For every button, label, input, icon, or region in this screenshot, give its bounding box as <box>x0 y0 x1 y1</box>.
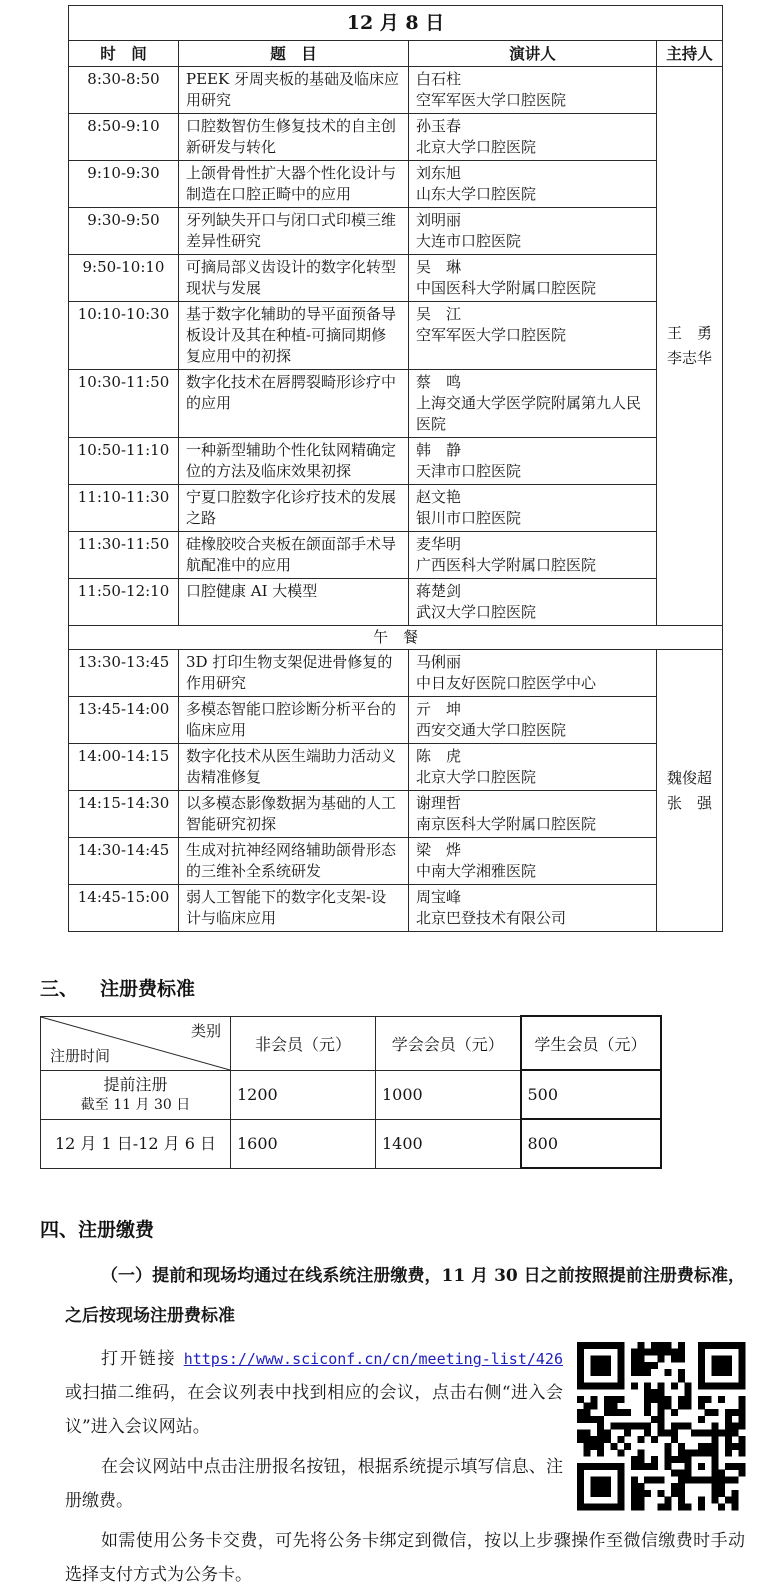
table-row <box>69 302 723 370</box>
speaker-org: 大连市口腔医院 <box>416 232 522 250</box>
speaker-org: 空军军医大学口腔医院 <box>416 326 567 344</box>
table-row <box>69 579 723 626</box>
schedule-cell-time: 14:30-14:45 <box>69 838 179 885</box>
schedule-cell-speaker <box>409 302 657 370</box>
payment-para-1: （一）提前和现场均通过在线系统注册缴费，11 月 30 日之前按照提前注册费标准，之后按现场注册费标准 <box>65 1266 745 1326</box>
table-row <box>69 208 723 255</box>
fee-late-student: 800 <box>521 1119 661 1168</box>
schedule-cell-time: 13:45-14:00 <box>69 697 179 744</box>
payment-para-3: 在会议网站中点击注册报名按钮，根据系统提示填写信息、注册缴费。 <box>65 1457 563 1511</box>
speaker-org: 北京大学口腔医院 <box>416 138 537 156</box>
speaker-org: 北京巴登技术有限公司 <box>416 909 567 927</box>
speaker-name: 马俐丽 <box>416 653 462 671</box>
speaker-name: 刘明丽 <box>416 211 462 229</box>
qr-code-pattern <box>577 1342 745 1510</box>
speaker-name: 亓 坤 <box>416 700 462 718</box>
schedule-cell-chair <box>657 650 723 932</box>
speaker-name: 赵文艳 <box>416 488 462 506</box>
speaker-org: 天津市口腔医院 <box>416 462 522 480</box>
schedule-cell-speaker <box>409 650 657 697</box>
table-row <box>69 161 723 208</box>
speaker-org: 上海交通大学医学院附属第九人民医院 <box>416 394 642 433</box>
speaker-org: 中国医科大学附属口腔医院 <box>416 279 597 297</box>
fee-table <box>40 1015 662 1169</box>
schedule-cell-topic: 可摘局部义齿设计的数字化转型现状与发展 <box>179 255 409 302</box>
table-row <box>69 697 723 744</box>
fee-early-label-line2: 截至 11 月 30 日 <box>80 1096 191 1113</box>
table-row <box>69 438 723 485</box>
schedule-cell-speaker <box>409 370 657 438</box>
schedule-cell-speaker <box>409 114 657 161</box>
schedule-cell-time: 9:10-9:30 <box>69 161 179 208</box>
table-row <box>69 485 723 532</box>
speaker-org: 广西医科大学附属口腔医院 <box>416 556 597 574</box>
schedule-cell-chair <box>657 67 723 626</box>
schedule-cell-time: 9:30-9:50 <box>69 208 179 255</box>
chair-name: 魏俊超 <box>667 768 713 787</box>
schedule-cell-topic: 硅橡胶咬合夹板在颌面部手术导航配准中的应用 <box>179 532 409 579</box>
column-header-speaker: 演讲人 <box>409 41 657 67</box>
table-row <box>69 255 723 302</box>
schedule-cell-speaker <box>409 744 657 791</box>
schedule-cell-time: 11:10-11:30 <box>69 485 179 532</box>
schedule-cell-topic: 口腔健康 AI 大模型 <box>179 579 409 626</box>
fee-late-member: 1400 <box>376 1119 521 1168</box>
fee-early-nonmember: 1200 <box>231 1070 376 1119</box>
fee-corner-time-label: 注册时间 <box>50 1046 111 1065</box>
speaker-name: 吴 江 <box>416 305 462 323</box>
fee-row-early-label <box>41 1070 231 1119</box>
speaker-org: 武汉大学口腔医院 <box>416 603 537 621</box>
table-row <box>69 370 723 438</box>
schedule-cell-time: 10:10-10:30 <box>69 302 179 370</box>
fee-early-member: 1000 <box>376 1070 521 1119</box>
fee-col-nonmember: 非会员（元） <box>231 1016 376 1070</box>
fee-col-student: 学生会员（元） <box>521 1016 661 1070</box>
fee-col-member: 学会会员（元） <box>376 1016 521 1070</box>
schedule-cell-topic: 以多模态影像数据为基础的人工智能研究初探 <box>179 791 409 838</box>
schedule-cell-time: 11:50-12:10 <box>69 579 179 626</box>
fee-corner-cell <box>41 1016 231 1070</box>
schedule-cell-time: 8:50-9:10 <box>69 114 179 161</box>
schedule-cell-speaker <box>409 485 657 532</box>
speaker-name: 吴 琳 <box>416 258 462 276</box>
schedule-cell-time: 9:50-10:10 <box>69 255 179 302</box>
table-row <box>69 744 723 791</box>
fee-early-student: 500 <box>521 1070 661 1119</box>
payment-para-4: 如需使用公务卡交费，可先将公务卡绑定到微信，按以上步骤操作至微信缴费时手动选择支付方式为公务卡。 <box>65 1531 745 1585</box>
schedule-header-row <box>69 41 723 67</box>
schedule-cell-time: 14:00-14:15 <box>69 744 179 791</box>
schedule-cell-speaker <box>409 579 657 626</box>
speaker-name: 周宝峰 <box>416 888 462 906</box>
speaker-name: 麦华明 <box>416 535 462 553</box>
table-row <box>69 838 723 885</box>
schedule-cell-speaker <box>409 697 657 744</box>
fee-row-late-label: 12 月 1 日-12 月 6 日 <box>41 1119 231 1168</box>
payment-section <box>40 1256 745 1592</box>
fee-header-row <box>41 1016 661 1070</box>
schedule-cell-time: 14:45-15:00 <box>69 885 179 932</box>
speaker-org: 银川市口腔医院 <box>416 509 522 527</box>
fee-late-nonmember: 1600 <box>231 1119 376 1168</box>
schedule-cell-topic: 数字化技术从医生端助力活动义齿精准修复 <box>179 744 409 791</box>
speaker-org: 北京大学口腔医院 <box>416 768 537 786</box>
lunch-label: 午 餐 <box>69 626 723 650</box>
schedule-cell-time: 11:30-11:50 <box>69 532 179 579</box>
table-row <box>69 532 723 579</box>
schedule-cell-topic: PEEK 牙周夹板的基础及临床应用研究 <box>179 67 409 114</box>
schedule-cell-topic: 牙列缺失开口与闭口式印模三维差异性研究 <box>179 208 409 255</box>
schedule-cell-speaker <box>409 885 657 932</box>
fees-heading <box>40 974 784 1001</box>
schedule-cell-topic: 弱人工智能下的数字化支架-设计与临床应用 <box>179 885 409 932</box>
fee-early-label-line1: 提前注册 <box>103 1074 168 1094</box>
payment-heading: 四、注册缴费 <box>40 1219 155 1241</box>
fee-row-early <box>41 1070 661 1119</box>
table-row <box>69 791 723 838</box>
schedule-cell-topic: 生成对抗神经网络辅助颌骨形态的三维补全系统研发 <box>179 838 409 885</box>
speaker-name: 蒋楚剑 <box>416 582 462 600</box>
schedule-cell-time: 13:30-13:45 <box>69 650 179 697</box>
speaker-org: 山东大学口腔医院 <box>416 185 537 203</box>
table-row <box>69 114 723 161</box>
speaker-org: 南京医科大学附属口腔医院 <box>416 815 597 833</box>
schedule-cell-speaker <box>409 208 657 255</box>
schedule-cell-topic: 基于数字化辅助的导平面预备导板设计及其在种植-可摘同期修复应用中的初探 <box>179 302 409 370</box>
schedule-cell-time: 8:30-8:50 <box>69 67 179 114</box>
chair-name: 李志华 <box>667 349 713 367</box>
link-suffix-text: 或扫描二维码，在会议列表中找到相应的会议，点击右侧“进入会议”进入会议网站。 <box>65 1383 563 1437</box>
speaker-org: 中日友好医院口腔医学中心 <box>416 674 597 692</box>
schedule-cell-speaker <box>409 532 657 579</box>
column-header-time: 时 间 <box>69 41 179 67</box>
lunch-row <box>69 626 723 650</box>
table-row <box>69 885 723 932</box>
speaker-name: 蔡 鸣 <box>416 373 462 391</box>
schedule-date-row <box>69 6 723 41</box>
schedule-table <box>68 5 723 932</box>
schedule-cell-time: 10:30-11:50 <box>69 370 179 438</box>
schedule-cell-topic: 上颌骨骨性扩大器个性化设计与制造在口腔正畸中的应用 <box>179 161 409 208</box>
schedule-cell-topic: 宁夏口腔数字化诊疗技术的发展之路 <box>179 485 409 532</box>
speaker-name: 孙玉春 <box>416 117 462 135</box>
schedule-date-title: 12 月 8 日 <box>69 6 723 41</box>
schedule-cell-speaker <box>409 67 657 114</box>
speaker-org: 西安交通大学口腔医院 <box>416 721 567 739</box>
speaker-name: 陈 虎 <box>416 747 462 765</box>
schedule-cell-speaker <box>409 838 657 885</box>
table-row <box>69 67 723 114</box>
speaker-name: 梁 烨 <box>416 841 462 859</box>
speaker-name: 白石柱 <box>416 70 462 88</box>
registration-link[interactable]: https://www.sciconf.cn/cn/meeting-list/426 <box>183 1350 563 1368</box>
chair-name: 王 勇 <box>667 324 713 342</box>
qr-code <box>577 1342 745 1510</box>
schedule-cell-topic: 数字化技术在唇腭裂畸形诊疗中的应用 <box>179 370 409 438</box>
speaker-org: 空军军医大学口腔医院 <box>416 91 567 109</box>
fees-heading-title: 注册费标准 <box>100 978 196 1000</box>
fee-corner-category-label: 类别 <box>190 1021 221 1040</box>
schedule-cell-speaker <box>409 438 657 485</box>
schedule-cell-time: 14:15-14:30 <box>69 791 179 838</box>
link-prefix-text: 打开链接 <box>101 1349 184 1369</box>
schedule-cell-speaker <box>409 161 657 208</box>
schedule-cell-topic: 3D 打印生物支架促进骨修复的作用研究 <box>179 650 409 697</box>
column-header-topic: 题 目 <box>179 41 409 67</box>
chair-name: 张 强 <box>667 793 713 812</box>
fees-heading-number: 三、 <box>40 978 79 1000</box>
fee-row-late <box>41 1119 661 1168</box>
document-page <box>0 5 784 1585</box>
speaker-name: 刘东旭 <box>416 164 462 182</box>
speaker-name: 谢理哲 <box>416 794 462 812</box>
schedule-cell-speaker <box>409 791 657 838</box>
speaker-name: 韩 静 <box>416 441 462 459</box>
column-header-chair: 主持人 <box>657 41 723 67</box>
speaker-org: 中南大学湘雅医院 <box>416 862 537 880</box>
schedule-cell-topic: 口腔数智仿生修复技术的自主创新研发与转化 <box>179 114 409 161</box>
schedule-cell-topic: 多模态智能口腔诊断分析平台的临床应用 <box>179 697 409 744</box>
table-row <box>69 650 723 697</box>
schedule-cell-time: 10:50-11:10 <box>69 438 179 485</box>
schedule-cell-speaker <box>409 255 657 302</box>
schedule-cell-topic: 一种新型辅助个性化钛网精确定位的方法及临床效果初探 <box>179 438 409 485</box>
